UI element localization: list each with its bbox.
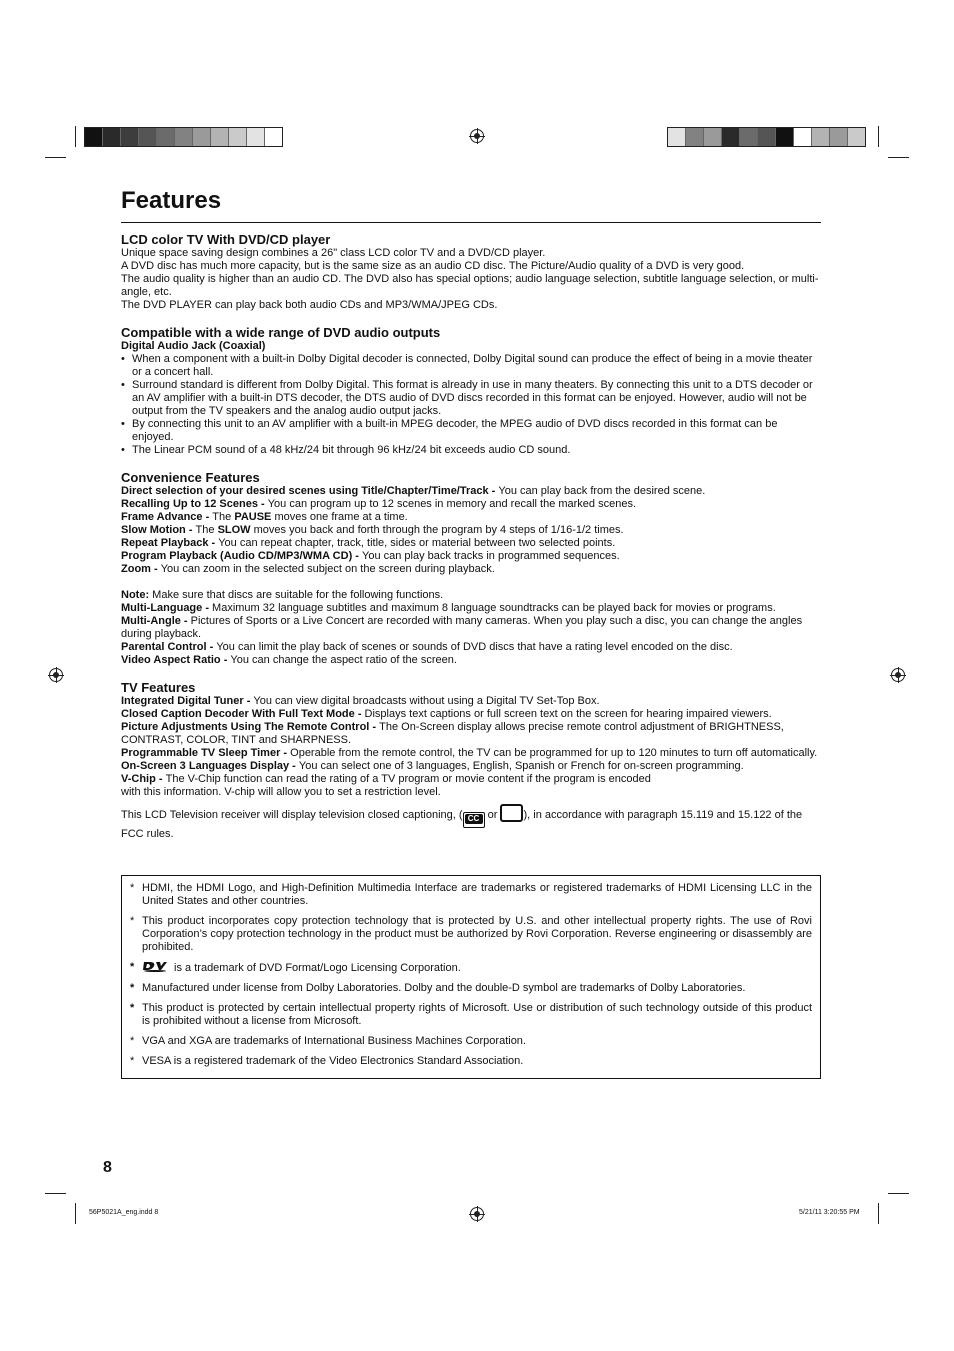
color-swatch: [175, 128, 193, 146]
color-swatch: [157, 128, 175, 146]
section-heading: Compatible with a wide range of DVD audio outputs: [121, 325, 441, 340]
feature-item: Repeat Playback - You can repeat chapter, track, title, sides or material between two selected points.: [121, 537, 616, 549]
crop-mark: [888, 1193, 909, 1194]
subheading: Digital Audio Jack (Coaxial): [121, 340, 266, 352]
color-swatch: [265, 128, 282, 146]
registration-mark-icon: [891, 668, 905, 682]
registration-mark-icon: [470, 1207, 484, 1221]
note: Note: Make sure that discs are suitable for the following functions.: [121, 589, 444, 601]
color-bar-left: [84, 127, 283, 147]
color-swatch: [848, 128, 865, 146]
paragraph: The audio quality is higher than an audio CD. The DVD also has special options; audio language selection, subtitle language selection, or multi-angle, etc.: [121, 273, 819, 298]
trademark-item: * HDMI, the HDMI Logo, and High-Definition Multimedia Interface are trademarks or registered trademarks of HDMI Licensing LLC in the United States and other countries.: [130, 882, 812, 907]
section-audio: [121, 325, 821, 457]
color-swatch: [722, 128, 740, 146]
feature-item: Frame Advance - The PAUSE moves one frame at a time.: [121, 511, 408, 523]
caption-statement: This LCD Television receiver will display television closed captioning, ( CC or ), in accordance with paragraph 15.119 and 15.122 of the FCC rules.: [121, 804, 821, 841]
section-heading: TV Features: [121, 680, 196, 695]
trademark-item: * VGA and XGA are trademarks of International Business Machines Corporation.: [130, 1035, 526, 1047]
paragraph: A DVD disc has much more capacity, but is the same size as an audio CD disc. The Picture/Audio quality of a DVD is very good.: [121, 260, 745, 272]
registration-mark-icon: [49, 668, 63, 682]
feature-item: Multi-Language - Maximum 32 language subtitles and maximum 8 language soundtracks can be played back for movies or programs.: [121, 602, 776, 614]
registration-mark-icon: [470, 129, 484, 143]
color-swatch: [139, 128, 157, 146]
section-tv: [121, 680, 821, 841]
feature-item: Program Playback (Audio CD/MP3/WMA CD) - You can play back tracks in programmed sequences.: [121, 550, 620, 562]
feature-item: Parental Control - You can limit the play back of scenes or sounds of DVD discs that have a rating level encoded on the disc.: [121, 641, 733, 653]
section-lcd: [121, 232, 821, 312]
crop-mark: [45, 157, 66, 158]
features-content: [121, 186, 821, 841]
feature-item: On-Screen 3 Languages Display - You can select one of 3 languages, English, Spanish or French for on-screen programming.: [121, 760, 744, 772]
color-swatch: [830, 128, 848, 146]
color-swatch: [85, 128, 103, 146]
color-swatch: [794, 128, 812, 146]
trademark-item: * is a trademark of DVD Format/Logo Licensing Corporation.: [130, 961, 461, 974]
color-swatch: [686, 128, 704, 146]
section-convenience: [121, 470, 821, 667]
feature-item: Multi-Angle - Pictures of Sports or a Live Concert are recorded with many cameras. When you play such a disc, you can change the angles during playback.: [121, 615, 803, 640]
color-bar-right: [667, 127, 866, 147]
crop-mark: [45, 1193, 66, 1194]
color-swatch: [740, 128, 758, 146]
section-heading: LCD color TV With DVD/CD player: [121, 232, 331, 247]
footer-filename: 56P5021A_eng.indd 8: [89, 1209, 159, 1216]
paragraph: Unique space saving design combines a 26" class LCD color TV and a DVD/CD player.: [121, 247, 546, 259]
caption-bubble-icon: [500, 804, 523, 822]
color-swatch: [776, 128, 794, 146]
closed-caption-icon: CC: [463, 812, 485, 828]
dvd-logo-icon: [142, 961, 168, 972]
color-swatch: [812, 128, 830, 146]
feature-item: Integrated Digital Tuner - You can view digital broadcasts without using a Digital TV Set-Top Box.: [121, 695, 600, 707]
section-heading: Convenience Features: [121, 470, 260, 485]
bullet-item: • When a component with a built-in Dolby Digital decoder is connected, Dolby Digital sound can produce the effect of being in a movie theater or a concert hall.: [121, 353, 821, 379]
crop-mark: [75, 126, 76, 147]
feature-item: Programmable TV Sleep Timer - Operable from the remote control, the TV can be programmed for up to 120 minutes to turn off automatically.: [121, 747, 818, 759]
trademark-item: * VESA is a registered trademark of the Video Electronics Standard Association.: [130, 1055, 524, 1067]
bullet-item: • By connecting this unit to an AV amplifier with a built-in MPEG decoder, the MPEG audio of DVD discs recorded in this format can be enjoyed.: [121, 418, 821, 444]
color-swatch: [121, 128, 139, 146]
footer-timestamp: 5/21/11 3:20:55 PM: [799, 1209, 860, 1216]
feature-item: V-Chip - The V-Chip function can read the rating of a TV program or movie content if the program is encoded with this information. V-chip will allow you to set a restriction level.: [121, 773, 651, 798]
trademark-box: [121, 875, 821, 1079]
color-swatch: [758, 128, 776, 146]
crop-mark: [878, 1203, 879, 1224]
color-swatch: [211, 128, 229, 146]
feature-item: Picture Adjustments Using The Remote Control - The On-Screen display allows precise remote control adjustment of BRIGHTNESS, CONTRAST, COLOR, TINT and SHARPNESS.: [121, 721, 784, 746]
trademark-item: * This product incorporates copy protection technology that is protected by U.S. and other intellectual property rights. The use of Rovi Corporation’s copy protection technology in the product must be authorized by Rovi Corporation. Reverse engineering or disassembly are prohibited.: [130, 915, 812, 953]
paragraph: The DVD PLAYER can play back both audio CDs and MP3/WMA/JPEG CDs.: [121, 299, 498, 311]
trademark-item: * This product is protected by certain intellectual property rights of Microsoft. Use or distribution of such technology outside of this product is prohibited without a license from Microsoft.: [130, 1002, 812, 1027]
feature-item: Slow Motion - The SLOW moves you back and forth through the program by 4 steps of 1/16-1/2 times.: [121, 524, 624, 536]
color-swatch: [247, 128, 265, 146]
feature-item: Direct selection of your desired scenes using Title/Chapter/Time/Track - You can play back from the desired scene.: [121, 485, 706, 497]
crop-mark: [878, 126, 879, 147]
color-swatch: [229, 128, 247, 146]
feature-item: Recalling Up to 12 Scenes - You can program up to 12 scenes in memory and recall the marked scenes.: [121, 498, 637, 510]
feature-item: Closed Caption Decoder With Full Text Mode - Displays text captions or full screen text on the screen for hearing impaired viewers.: [121, 708, 772, 720]
crop-mark: [75, 1203, 76, 1224]
color-swatch: [103, 128, 121, 146]
bullet-item: • Surround standard is different from Dolby Digital. This format is already in use in many theaters. By connecting this unit to a DTS decoder or an AV amplifier with a built-in DTS decoder, the DTS audio of DVD discs recorded in this format can be enjoyed. However, audio will not be output from the TV speakers and the analog audio output jacks.: [121, 379, 821, 418]
color-swatch: [193, 128, 211, 146]
trademark-item: * Manufactured under license from Dolby Laboratories. Dolby and the double-D symbol are trademarks of Dolby Laboratories.: [130, 982, 746, 994]
feature-item: Zoom - You can zoom in the selected subject on the screen during playback.: [121, 563, 495, 575]
crop-mark: [888, 157, 909, 158]
bullet-item: • The Linear PCM sound of a 48 kHz/24 bit through 96 kHz/24 bit exceeds audio CD sound.: [121, 444, 821, 457]
feature-item: Video Aspect Ratio - You can change the aspect ratio of the screen.: [121, 654, 457, 666]
color-swatch: [704, 128, 722, 146]
page-title: Features: [121, 186, 821, 223]
color-swatch: [668, 128, 686, 146]
page-number: 8: [103, 1159, 112, 1176]
